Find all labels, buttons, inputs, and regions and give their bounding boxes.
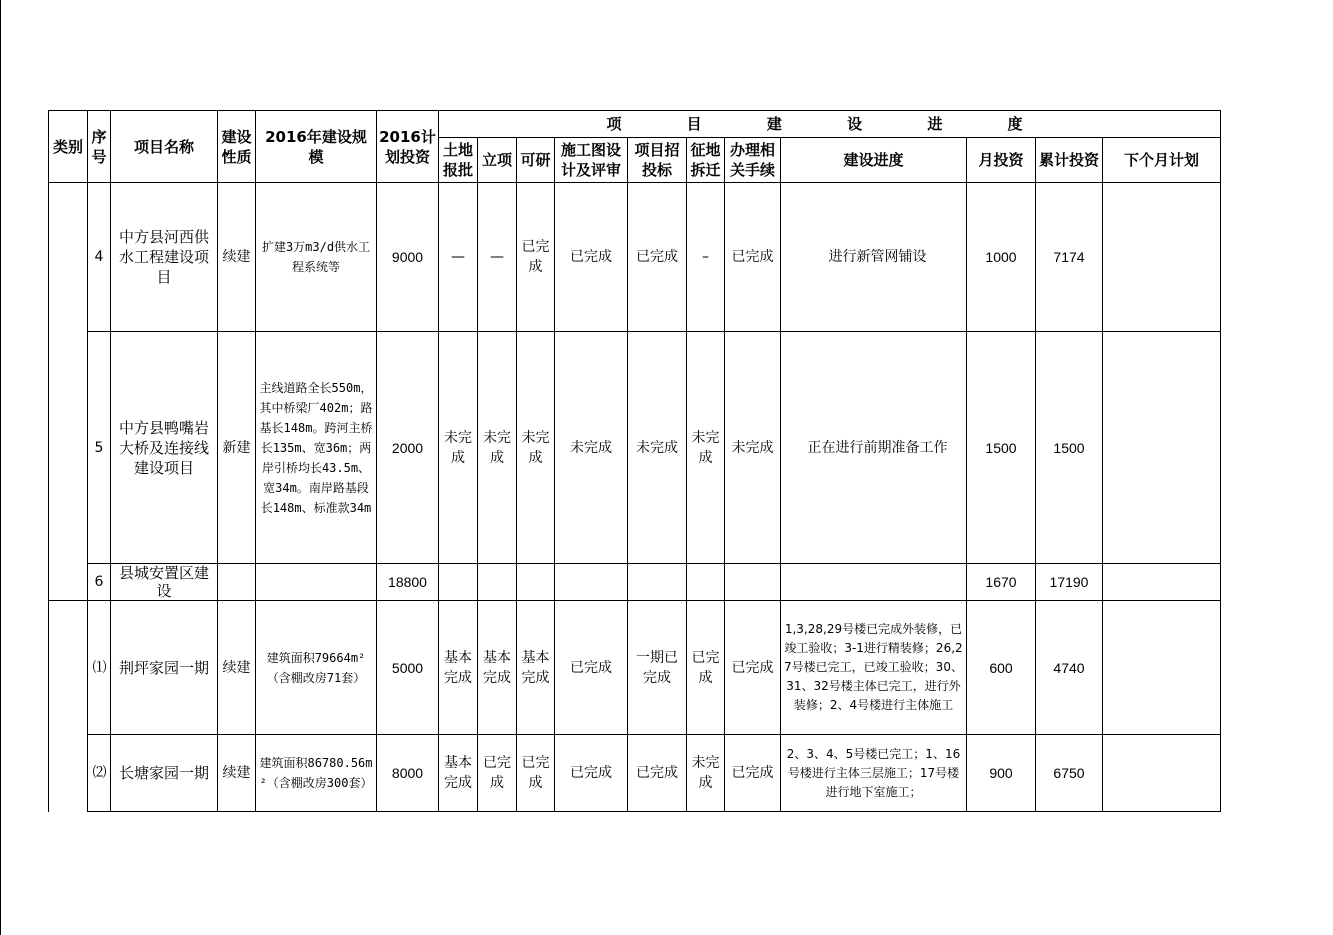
header-demolition: 征地拆迁 bbox=[687, 138, 725, 183]
row-next-plan bbox=[1103, 735, 1221, 812]
table-row bbox=[49, 183, 1221, 332]
row-name: 中方县河西供水工程建设项目 bbox=[111, 183, 218, 332]
row-plan: 9000 bbox=[377, 183, 439, 332]
row-demolition: – bbox=[687, 183, 725, 332]
project-progress-table bbox=[48, 110, 1221, 812]
row-next-plan bbox=[1103, 564, 1221, 601]
header-category: 类别 bbox=[49, 111, 88, 183]
row-seq: 4 bbox=[88, 183, 111, 332]
row-progress: 2、3、4、5号楼已完工；1、16号楼进行主体三层施工；17号楼进行地下室施工； bbox=[781, 735, 967, 812]
row-demolition: 未完成 bbox=[687, 735, 725, 812]
row-progress: 正在进行前期准备工作 bbox=[781, 332, 967, 564]
row-bidding: 已完成 bbox=[628, 183, 687, 332]
page-left-border bbox=[0, 0, 1, 935]
row-demolition: 未完成 bbox=[687, 332, 725, 564]
row-next-plan bbox=[1103, 601, 1221, 735]
row-feasibility: 未完成 bbox=[517, 332, 555, 564]
row-procedures: 已完成 bbox=[725, 183, 781, 332]
row-approval: 已完成 bbox=[478, 735, 517, 812]
row-scale: 扩建3万m3/d供水工程系统等 bbox=[256, 183, 377, 332]
header-row-1 bbox=[49, 111, 1221, 138]
header-nature: 建设性质 bbox=[218, 111, 256, 183]
row-name: 县城安置区建设 bbox=[111, 564, 218, 601]
table-row bbox=[49, 564, 1221, 601]
row-bidding: 一期已完成 bbox=[628, 601, 687, 735]
row-design: 未完成 bbox=[555, 332, 628, 564]
row-approval: — bbox=[478, 183, 517, 332]
row-name: 荆坪家园一期 bbox=[111, 601, 218, 735]
category-cell bbox=[49, 601, 88, 812]
row-demolition bbox=[687, 564, 725, 601]
header-monthly: 月投资 bbox=[967, 138, 1036, 183]
row-cumulative: 17190 bbox=[1036, 564, 1103, 601]
row-plan: 5000 bbox=[377, 601, 439, 735]
category-cell bbox=[49, 183, 88, 601]
header-progress-title: 项 目 建 设 进 度 bbox=[439, 111, 1221, 138]
row-design: 已完成 bbox=[555, 183, 628, 332]
header-name: 项目名称 bbox=[111, 111, 218, 183]
row-procedures: 已完成 bbox=[725, 601, 781, 735]
row-procedures: 未完成 bbox=[725, 332, 781, 564]
row-procedures: 已完成 bbox=[725, 735, 781, 812]
row-seq: ⑴ bbox=[88, 601, 111, 735]
row-progress bbox=[781, 564, 967, 601]
header-feasibility: 可研 bbox=[517, 138, 555, 183]
table-row bbox=[49, 735, 1221, 812]
header-next-plan: 下个月计划 bbox=[1103, 138, 1221, 183]
row-seq: ⑵ bbox=[88, 735, 111, 812]
row-approval: 未完成 bbox=[478, 332, 517, 564]
row-monthly: 900 bbox=[967, 735, 1036, 812]
row-scale: 建筑面积79664m²（含棚改房71套） bbox=[256, 601, 377, 735]
row-scale: 主线道路全长550m，其中桥梁厂402m；路基长148m。跨河主桥长135m、宽36m；两岸引桥均长43.5m、宽34m。南岸路基段长148m、标准款34m bbox=[256, 332, 377, 564]
header-procedures: 办理相关手续 bbox=[725, 138, 781, 183]
row-plan: 2000 bbox=[377, 332, 439, 564]
header-bidding: 项目招投标 bbox=[628, 138, 687, 183]
row-design bbox=[555, 564, 628, 601]
header-plan-investment: 2016计划投资 bbox=[377, 111, 439, 183]
row-monthly: 1670 bbox=[967, 564, 1036, 601]
row-land bbox=[439, 564, 478, 601]
row-seq: 5 bbox=[88, 332, 111, 564]
row-seq: 6 bbox=[88, 564, 111, 601]
row-monthly: 600 bbox=[967, 601, 1036, 735]
header-land: 土地报批 bbox=[439, 138, 478, 183]
row-approval: 基本完成 bbox=[478, 601, 517, 735]
row-nature: 续建 bbox=[218, 601, 256, 735]
table-row bbox=[49, 601, 1221, 735]
row-bidding bbox=[628, 564, 687, 601]
row-design: 已完成 bbox=[555, 601, 628, 735]
row-nature: 新建 bbox=[218, 332, 256, 564]
row-land: 基本完成 bbox=[439, 601, 478, 735]
row-nature: 续建 bbox=[218, 735, 256, 812]
row-land: — bbox=[439, 183, 478, 332]
row-scale: 建筑面积86780.56m²（含棚改房300套） bbox=[256, 735, 377, 812]
header-scale: 2016年建设规模 bbox=[256, 111, 377, 183]
row-progress: 进行新管网铺设 bbox=[781, 183, 967, 332]
row-bidding: 未完成 bbox=[628, 332, 687, 564]
row-feasibility bbox=[517, 564, 555, 601]
row-nature bbox=[218, 564, 256, 601]
row-cumulative: 7174 bbox=[1036, 183, 1103, 332]
row-bidding: 已完成 bbox=[628, 735, 687, 812]
row-approval bbox=[478, 564, 517, 601]
row-feasibility: 基本完成 bbox=[517, 601, 555, 735]
header-approval: 立项 bbox=[478, 138, 517, 183]
row-feasibility: 已完成 bbox=[517, 183, 555, 332]
row-design: 已完成 bbox=[555, 735, 628, 812]
row-procedures bbox=[725, 564, 781, 601]
row-feasibility: 已完成 bbox=[517, 735, 555, 812]
row-name: 长塘家园一期 bbox=[111, 735, 218, 812]
row-monthly: 1000 bbox=[967, 183, 1036, 332]
row-cumulative: 6750 bbox=[1036, 735, 1103, 812]
row-plan: 18800 bbox=[377, 564, 439, 601]
header-design: 施工图设计及评审 bbox=[555, 138, 628, 183]
row-cumulative: 1500 bbox=[1036, 332, 1103, 564]
row-land: 未完成 bbox=[439, 332, 478, 564]
row-next-plan bbox=[1103, 332, 1221, 564]
row-scale bbox=[256, 564, 377, 601]
row-name: 中方县鸭嘴岩大桥及连接线建设项目 bbox=[111, 332, 218, 564]
row-cumulative: 4740 bbox=[1036, 601, 1103, 735]
row-next-plan bbox=[1103, 183, 1221, 332]
row-nature: 续建 bbox=[218, 183, 256, 332]
row-progress: 1,3,28,29号楼已完成外装修，已竣工验收；3-1进行精装修；26,27号楼已完工，已竣工验收；30、31、32号楼主体已完工，进行外装修；2、4号楼进行主体施工 bbox=[781, 601, 967, 735]
header-seq: 序号 bbox=[88, 111, 111, 183]
header-cumulative: 累计投资 bbox=[1036, 138, 1103, 183]
row-demolition: 已完成 bbox=[687, 601, 725, 735]
row-land: 基本完成 bbox=[439, 735, 478, 812]
header-progress: 建设进度 bbox=[781, 138, 967, 183]
row-plan: 8000 bbox=[377, 735, 439, 812]
table-row bbox=[49, 332, 1221, 564]
row-monthly: 1500 bbox=[967, 332, 1036, 564]
